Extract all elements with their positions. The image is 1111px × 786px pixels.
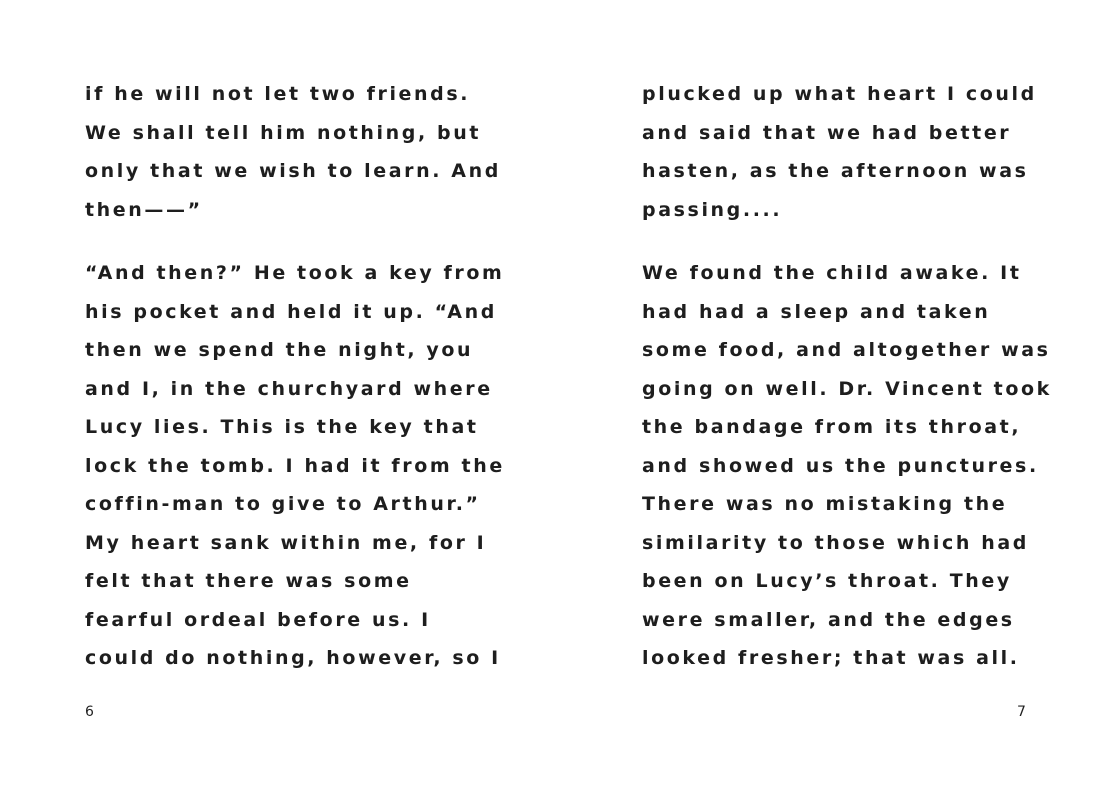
text-line: We found the child awake. It xyxy=(642,262,1022,284)
left-page xyxy=(85,75,505,678)
text-line: and showed us the punctures. xyxy=(642,454,1039,477)
text-line: were smaller, and the edges xyxy=(642,608,1015,631)
text-line: then——” xyxy=(85,198,203,221)
text-line: hasten, as the afternoon was xyxy=(642,160,1029,182)
paragraph xyxy=(85,75,501,229)
paragraph xyxy=(642,254,1052,678)
text-line: had had a sleep and taken xyxy=(642,300,991,323)
page-number-right: 7 xyxy=(1017,704,1026,720)
text-line: plucked up what heart I could xyxy=(642,83,1037,105)
text-line: fearful ordeal before us. I xyxy=(85,608,431,631)
text-line: and said that we had better xyxy=(642,121,1012,144)
text-line: his pocket and held it up. “And xyxy=(85,300,497,323)
right-page xyxy=(642,75,1052,678)
text-line: felt that there was some xyxy=(85,570,412,592)
text-line: looked fresher; that was all. xyxy=(642,647,1020,669)
text-line: My heart sank within me, for I xyxy=(85,531,487,554)
paragraph xyxy=(642,75,1042,229)
text-line: lock the tomb. I had it from the xyxy=(85,454,505,477)
text-line: and I, in the churchyard where xyxy=(85,377,493,400)
text-line: There was no mistaking the xyxy=(642,493,1008,515)
text-line: Lucy lies. This is the key that xyxy=(85,416,479,438)
paragraph xyxy=(85,254,505,678)
text-line: going on well. Dr. Vincent took xyxy=(642,377,1052,400)
text-line: “And then?” He took a key from xyxy=(85,262,505,284)
text-line: passing.... xyxy=(642,198,783,221)
text-line: We shall tell him nothing, but xyxy=(85,121,482,144)
text-line: only that we wish to learn. And xyxy=(85,160,501,182)
page-number-left: 6 xyxy=(85,704,94,720)
text-line: some food, and altogether was xyxy=(642,339,1051,361)
text-line: could do nothing, however, so I xyxy=(85,647,501,669)
text-line: then we spend the night, you xyxy=(85,339,474,361)
text-line: been on Lucy’s throat. They xyxy=(642,570,1012,592)
text-line: the bandage from its throat, xyxy=(642,416,1022,438)
text-line: coffin-man to give to Arthur.” xyxy=(85,493,481,515)
text-line: similarity to those which had xyxy=(642,531,1029,554)
text-line: if he will not let two friends. xyxy=(85,83,471,105)
